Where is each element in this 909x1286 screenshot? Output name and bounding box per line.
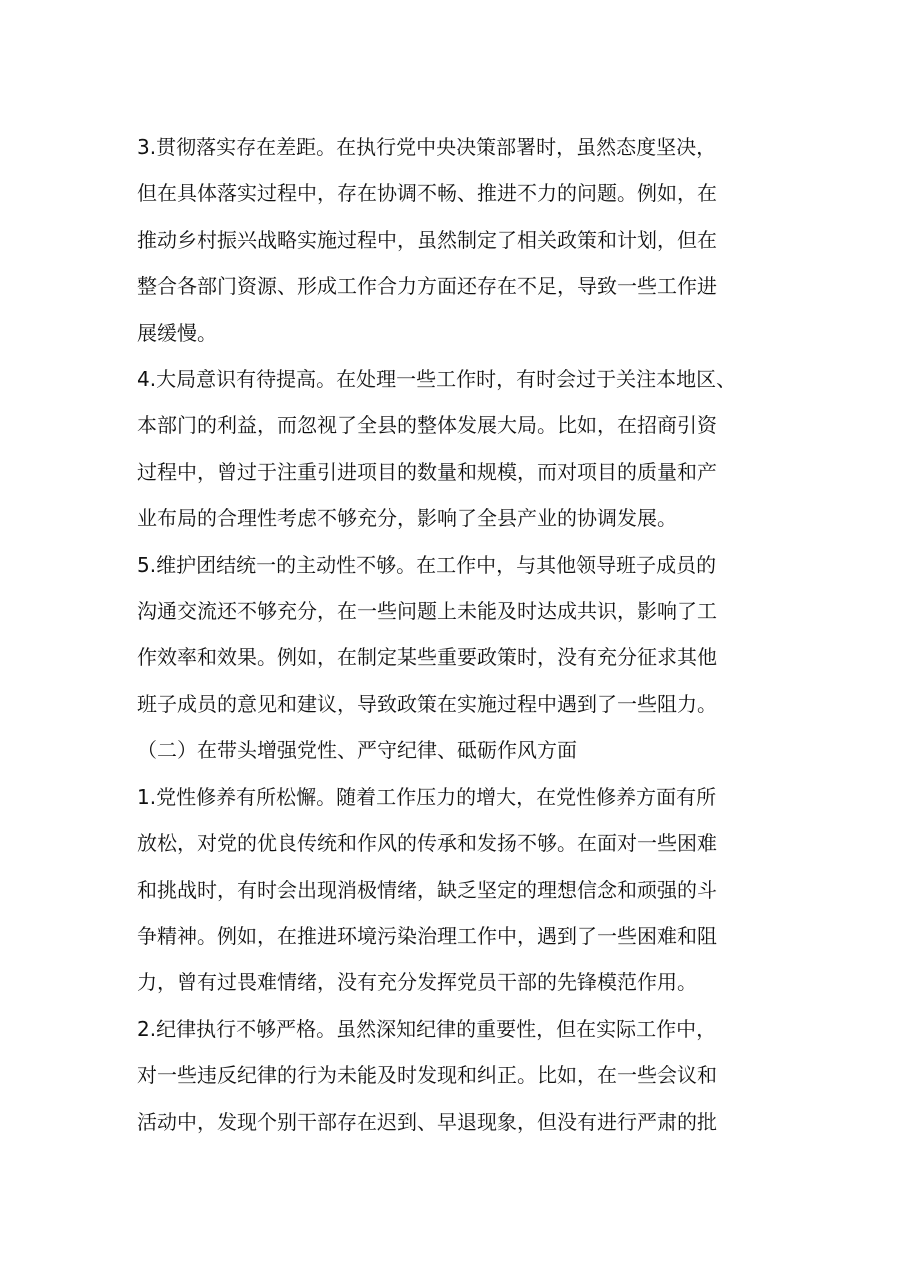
- section-heading: （二）在带头增强党性、严守纪律、砥砺作风方面: [137, 738, 577, 763]
- text-line-9: 业布局的合理性考虑不够充分，影响了全县产业的协调发展。: [137, 506, 677, 531]
- text-line-3: 推动乡村振兴战略实施过程中，虽然制定了相关政策和计划，但在: [137, 227, 717, 252]
- text-line-18: 争精神。例如，在推进环境污染治理工作中，遇到了一些困难和阻: [137, 923, 717, 948]
- document-body: [137, 124, 787, 1145]
- text-line-13: 班子成员的意见和建议，导致政策在实施过程中遇到了一些阻力。: [137, 691, 717, 716]
- text-line-8: 过程中，曾过于注重引进项目的数量和规模，而对项目的质量和产: [137, 459, 717, 484]
- text-line-6: 4.大局意识有待提高。在处理一些工作时，有时会过于关注本地区、: [137, 367, 737, 392]
- text-line-10: 5.维护团结统一的主动性不够。在工作中，与其他领导班子成员的: [137, 552, 717, 577]
- text-line-20: 2.纪律执行不够严格。虽然深知纪律的重要性，但在实际工作中，: [137, 1016, 717, 1041]
- text-line-17: 和挑战时，有时会出现消极情绪，缺乏坚定的理想信念和顽强的斗: [137, 877, 717, 902]
- text-line-12: 作效率和效果。例如，在制定某些重要政策时，没有充分征求其他: [137, 645, 717, 670]
- text-line-7: 本部门的利益，而忽视了全县的整体发展大局。比如，在招商引资: [137, 413, 717, 438]
- text-line-15: 1.党性修养有所松懈。随着工作压力的增大，在党性修养方面有所: [137, 784, 717, 809]
- text-line-19: 力，曾有过畏难情绪，没有充分发挥党员干部的先锋模范作用。: [137, 970, 697, 995]
- text-line-4: 整合各部门资源、形成工作合力方面还存在不足，导致一些工作进: [137, 274, 717, 299]
- text-line-16: 放松，对党的优良传统和作风的传承和发扬不够。在面对一些困难: [137, 831, 717, 856]
- text-line-5: 展缓慢。: [137, 320, 217, 345]
- text-line-1: 3.贯彻落实存在差距。在执行党中央决策部署时，虽然态度坚决，: [137, 135, 717, 159]
- text-line-2: 但在具体落实过程中，存在协调不畅、推进不力的问题。例如，在: [137, 181, 717, 206]
- text-line-22: 活动中，发现个别干部存在迟到、早退现象，但没有进行严肃的批: [137, 1109, 717, 1134]
- text-line-11: 沟通交流还不够充分，在一些问题上未能及时达成共识，影响了工: [137, 599, 717, 624]
- text-line-21: 对一些违反纪律的行为未能及时发现和纠正。比如，在一些会议和: [137, 1063, 717, 1088]
